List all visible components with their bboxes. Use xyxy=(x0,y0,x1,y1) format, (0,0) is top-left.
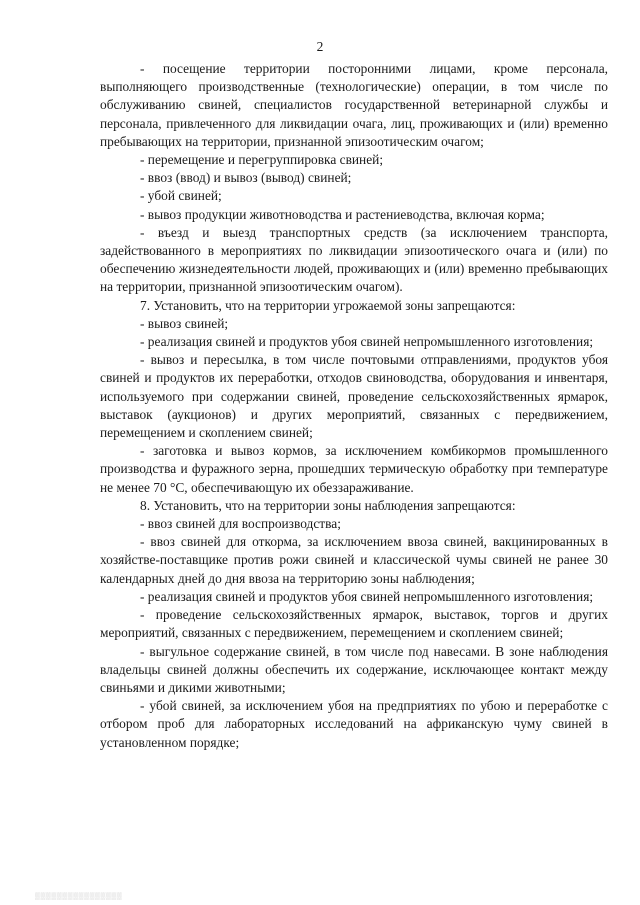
paragraph-shipping-ban: - вывоз и пересылка, в том числе почтовыми отправлениями, продуктов убоя свиней и продуктов их переработки, отходов свиноводства, оборудования и инвентаря, используемого при содержании свиней, проведение сельскохозяйственных ярмарок, выставок (аукционов) и других мероприятий, связанных с передвижением, перемещением и скоплением свиней; xyxy=(100,352,608,441)
paragraph-sale-ban: - реализация свиней и продуктов убоя свиней непромышленного изготовления; xyxy=(140,334,594,350)
paragraph-produce-export-ban: - вывоз продукции животноводства и растениеводства, включая корма; xyxy=(140,206,545,222)
paragraph-slaughter-ban: - убой свиней; xyxy=(140,188,222,204)
paragraph-visitors-ban: - посещение территории посторонними лицами, кроме персонала, выполняющего производственные (технологические) операции, в том числе по обслуживанию свиней, специалистов государственной ветеринарной службы и персонала, привлеченного для ликвидации очага, лиц, проживающих и (или) временно пребывающих на территории, признанной эпизоотическим очагом; xyxy=(100,61,608,149)
paragraph-observation-zone-heading: 8. Установить, что на территории зоны наблюдения запрещаются: xyxy=(140,497,516,513)
paragraph-slaughter-exception: - убой свиней, за исключением убоя на предприятиях по убою и переработке с отбором проб для лабораторных исследований на африканскую чуму свиней в установленном порядке; xyxy=(100,698,608,750)
document-body xyxy=(100,60,608,752)
paragraph-free-range-ban: - выгульное содержание свиней, в том числе под навесами. В зоне наблюдения владельцы свиней должны обеспечить их содержание, исключающее контакт между свиньями и дикими животными; xyxy=(100,643,608,695)
paragraph-breeding-import-ban: - ввоз свиней для воспроизводства; xyxy=(140,516,341,532)
paragraph-products-sale-ban: - реализация свиней и продуктов убоя свиней непромышленного изготовления; xyxy=(140,588,594,604)
paragraph-threatened-zone-heading: 7. Установить, что на территории угрожаемой зоны запрещаются: xyxy=(140,297,516,313)
paragraph-import-export-ban: - ввоз (ввод) и вывоз (вывод) свиней; xyxy=(140,170,352,186)
page-number: 2 xyxy=(316,39,324,54)
paragraph-fairs-ban: - проведение сельскохозяйственных ярмарок, выставок, торгов и других мероприятий, связанных с передвижением, перемещением и скоплением свиней; xyxy=(100,607,608,641)
paragraph-pig-export-ban: - вывоз свиней; xyxy=(140,315,229,331)
paragraph-regrouping-ban: - перемещение и перегруппировка свиней; xyxy=(140,152,384,168)
paragraph-vehicles-ban: - въезд и выезд транспортных средств (за исключением транспорта, задействованного в мероприятиях по ликвидации эпизоотического очага и (или) по обеспечению жизнедеятельности людей, проживающих и (или) временно пребывающих на территории, признанной эпизоотическим очагом). xyxy=(100,224,608,295)
footer-scan-mark: ▒▒▒▒▒▒▒▒▒▒▒▒▒▒▒▒ xyxy=(35,892,123,900)
paragraph-feed-ban: - заготовка и вывоз кормов, за исключением комбикормов промышленного производства и фуражного зерна, прошедших термическую обработку при температуре не менее 70 °С, обеспечивающую их обеззараживание. xyxy=(100,443,608,495)
paragraph-fattening-import-ban: - ввоз свиней для откорма, за исключением ввоза свиней, вакцинированных в хозяйстве-поставщике против рожи свиней и классической чумы свиней не ранее 30 календарных дней до дня ввоза на территорию зоны наблюдения; xyxy=(100,534,608,586)
